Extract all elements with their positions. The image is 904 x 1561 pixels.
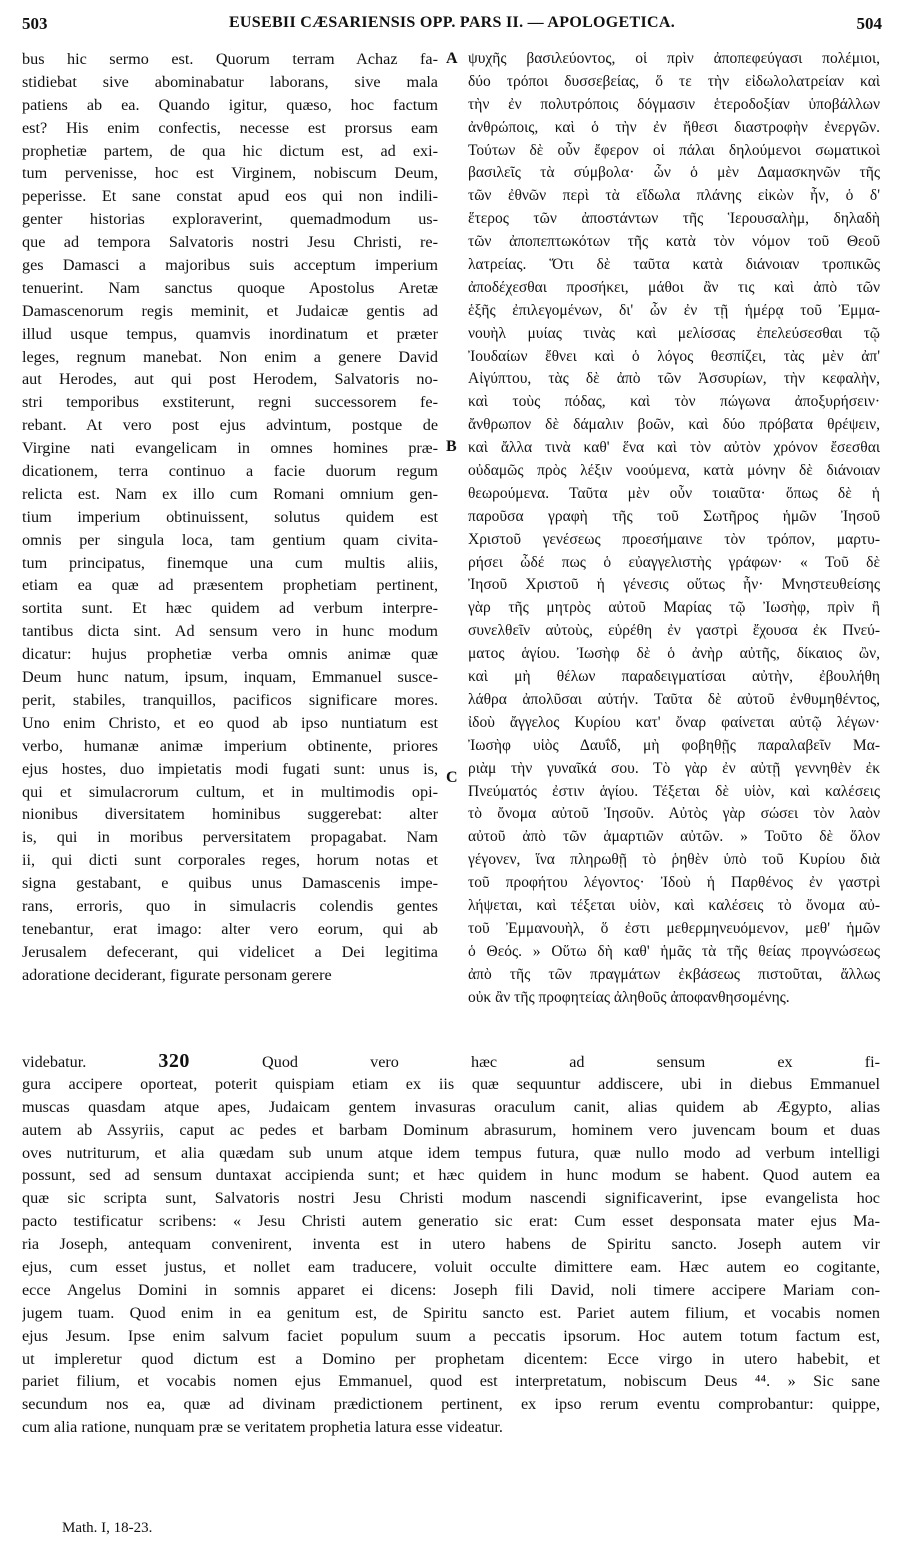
text-line: aut Herodes, aut qui post Herodem, Salvatoris no- — [22, 370, 438, 389]
text-line: θεωρούμενα. Ταῦτα μὲν οὖν τοιαῦτα· ὅπως δὲ ἡ — [468, 484, 880, 502]
text-line: λατρείας. Ὅτι δὲ ταῦτα κατὰ διάνοιαν τροπικῶς — [468, 256, 880, 274]
text-line: tenuerint. Nam sanctus quoque Apostolus Aretæ — [22, 278, 438, 297]
text-line: dicationem, terra continuo a facie duorum regum — [22, 462, 438, 481]
text-line: ὁ Θεός. » Οὕτω δὴ καθ' ἡμᾶς τὰ τῆς θείας προγνώσεως — [468, 942, 880, 960]
text-line: ges Damasci a majoribus suis acceptum imperium — [22, 256, 438, 275]
text-line: omnis per singula loca, tam gentium quam civita- — [22, 530, 438, 549]
text-line: que ad tempora Salvatoris nostri Jesu Christi, re- — [22, 233, 438, 252]
text-line: ejus hostes, duo impietatis modi fugati sunt: unus is, — [22, 759, 438, 778]
text-line: cum alia ratione, nunquam præ se veritatem prophetia latura esse videatur. — [22, 1418, 503, 1437]
text-line: δύο τρόποι δυσσεβείας, ὅ τε τὴν εἰδωλολατρείαν καὶ — [468, 72, 880, 90]
text-line — [22, 1050, 880, 1073]
text-line: ἀπὸ τῆς τῶν πραγμάτων ἐκβάσεως πιστοῦται, ἄλλως — [468, 965, 880, 983]
text-line: καὶ μὴ θέλων παραδειγματίσαι αὐτὴν, ἐβουλήθη — [468, 668, 880, 686]
text-line: secundum nos ea, quæ ad divinam prædictionem pertinent, ex ipso rerum eventu comprobantur: quippe, — [22, 1395, 880, 1414]
text-line: συνελθεῖν αὐτοὺς, εὑρέθη ἐν γαστρὶ ἔχουσα ἐκ Πνεύ- — [468, 622, 880, 640]
text-line: possunt, sed ad sensum duntaxat accipienda sunt; et hæc quidem in hunc modum se habent. Quod autem ea — [22, 1166, 880, 1185]
text-line: sortita sunt. Et hæc quidem ad verbum interpre- — [22, 599, 438, 618]
text-line: genter historias exploraverint, quemadmodum us- — [22, 210, 438, 229]
text-line: gura accipere oporteat, poterit quispiam etiam ex iis quæ sequuntur addiscere, ubi in diebus Emmanuel — [22, 1074, 880, 1093]
text-line: illud usque tempus, quamvis inordinatum et præter — [22, 324, 438, 343]
running-title: EUSEBII CÆSARIENSIS OPP. PARS II. — APOLOGETICA. — [228, 14, 676, 31]
text-line: καὶ τοὺς πόδας, καὶ τὸν πώγωνα ἀποξυρήσειν· — [468, 393, 880, 411]
text-line: signa gestabant, e quibus unus Damascenis impe- — [22, 874, 438, 893]
text-line: etiam ea quæ ad præsentem prophetiam pertinent, — [22, 576, 438, 595]
text-segment: videbatur. — [22, 1053, 87, 1071]
column-number: 320 — [158, 1050, 190, 1072]
text-line: tum principatus, finemque una cum multis aliis, — [22, 553, 438, 572]
text-line: ἀποδέχεσθαι προσήκει, μάθοι ἂν τις καὶ ἀπὸ τῶν — [468, 278, 880, 296]
text-line: νουὴλ μυίας τινὰς καὶ μελίσσας ἐπελεύσεσθαι τῷ — [468, 324, 880, 342]
text-line: καὶ ἄλλα τινὰ καθ' ἕνα καὶ τὸν αὐτὸν χρόνον ἔσεσθαι — [468, 439, 880, 457]
text-line: ριὰμ τὴν γυναῖκά σου. Τὸ γὰρ ἐν αὐτῇ γεννηθὲν ἐκ — [468, 759, 880, 777]
text-line: tium imperium obtinuissent, solutus quidem est — [22, 507, 438, 526]
text-line: is, qui in moribus perversitatem propagabat. Nam — [22, 828, 438, 847]
text-line: dicatur: hujus prophetiæ verba omnis animæ quæ — [22, 645, 438, 664]
text-line: βασιλεῖς τὰ σύμβολα· ὧν ὁ μὲν Δαμασκηνῶν τῆς — [468, 164, 880, 182]
text-line: adoratione deciderant, figurate personam gerere — [22, 965, 332, 984]
text-line: οὐδαμῶς πρὸς λέξιν νοούμενα, κατὰ μόνην δὲ διάνοιαν — [468, 462, 880, 480]
text-line: ψυχῆς βασιλεύοντος, οἱ πρὶν ἀποπεφεύγασι πολέμιοι, — [468, 50, 880, 67]
text-line: γέγονεν, ἵνα πληρωθῇ τὸ ῥηθὲν ὑπὸ τοῦ Κυρίου διὰ — [468, 851, 880, 869]
text-line: τῶν ἐθνῶν περὶ τὰ εἴδωλα πλάνης εἰκὼν ἦν, ὁ δ' — [468, 187, 880, 205]
text-line: Virgine nati evangelicam in omnes homines præ- — [22, 439, 438, 458]
text-line: pariet filium, et vocabis nomen ejus Emmanuel, quod est interpretatum, nobiscum Deus ⁴⁴. » Sic sane — [22, 1372, 880, 1391]
page-header — [22, 8, 882, 38]
text-line: Χριστοῦ γενέσεως προεσήμαινε τὸν τρόπον, μαρτυ- — [468, 530, 880, 548]
text-line: quæ sic scripta sunt, Salvatoris nostri Jesu Christi modum nascendi significaverint, ipse evangelista hoc — [22, 1189, 880, 1208]
text-line: perit, stabiles, tranquillos, pacificos significare mores. — [22, 690, 438, 709]
text-line: λήψεται, καὶ τέξεται υἱὸν, καὶ καλέσεις τὸ ὄνομα αὐ- — [468, 896, 880, 914]
text-line: tenebantur, erat imago: alter vero eorum, qui ab — [22, 919, 438, 938]
text-line: bus hic sermo est. Quorum terram Achaz fa- — [22, 50, 438, 68]
text-line: ἀνθρώποις, καὶ ὁ τὴν ἐν ἤθεσι διαστροφὴν ἐνεργῶν. — [468, 118, 880, 136]
text-line: ἄνθρωπον δὲ δάμαλιν βοῶν, καὶ δύο πρόβατα θρέψειν, — [468, 416, 880, 434]
text-line: ματος ἁγίου. Ἰωσὴφ δὲ ὁ ἀνὴρ αὐτῆς, δίκαιος ὢν, — [468, 645, 880, 663]
text-line: ut impleretur quod dictum est a Domino per prophetam dicentem: Ecce virgo in utero habebit, et — [22, 1349, 880, 1368]
text-line: Damascenorum regis meminit, et Judaicæ gentis ad — [22, 301, 438, 320]
text-line: Ἰουδαίων ἔθνει καὶ ὁ λόγος θεσπίζει, τὰς μὲν ἀπ' — [468, 347, 880, 365]
text-line: rebant. At vero post ejus advintum, postque de — [22, 416, 438, 435]
text-line: τὴν ἐν πολυτρόποις δόγμασιν ἑτεροδοξίαν ὑποβάλλων — [468, 95, 880, 113]
text-line: ejus Jesum. Ipse enim salvum faciet populum suum a peccatis ipsorum. Hoc autem totum factum est, — [22, 1326, 880, 1345]
text-line: relicta est. Nam ex illo cum Romani omnium gen- — [22, 484, 438, 503]
page-number-right: 504 — [856, 14, 882, 33]
text-line: muscas quasdam atque apes, Judaicam gentem invasuras oraculum canit, alias quidem ab Ægypto, alias — [22, 1097, 880, 1116]
page-number-left: 503 — [22, 14, 48, 33]
text-line: λάθρα ἀπολῦσαι αὐτήν. Ταῦτα δὲ αὐτοῦ ἐνθυμηθέντος, — [468, 690, 880, 708]
text-line: Πνεύματός ἐστιν ἁγίου. Τέξεται δὲ υἱὸν, καὶ καλέσεις — [468, 782, 880, 800]
text-line: stri temporibus exstiterunt, regni successorem fe- — [22, 393, 438, 412]
text-line: est? His enim confectis, necesse est prorsus eam — [22, 118, 438, 137]
text-line: oves nutriturum, et alia quædam sub unum atque idem tempus futura, quæ nullo modo ad verbum intelligi — [22, 1143, 880, 1162]
text-line: nionibus diversitatem hominibus suggerebat: alter — [22, 805, 438, 824]
text-line: tantibus dicta sint. Ad sensum vero in hunc modum — [22, 622, 438, 641]
greek-column — [468, 48, 880, 1009]
text-line: prophetiæ partem, de qua hic dictum est, ad exi- — [22, 141, 438, 160]
text-line: tum pervenisse, hoc est Virginem, nobiscum Deum, — [22, 164, 438, 183]
text-line: ii, qui dicti sunt corporales reges, horum notas et — [22, 851, 438, 870]
text-line: τοῦ Ἐμμανουὴλ, ὅ ἐστι μεθερμηνευόμενον, μεθ' ἡμῶν — [468, 919, 880, 937]
text-line: ἕτερος τῶν ἀποστάντων τῆς Ἱερουσαλὴμ, δηλαδὴ — [468, 210, 880, 228]
text-line: qui et simulacrorum cultum, et in multimodis opi- — [22, 782, 438, 801]
text-line: τοῦ προφήτου λέγοντος· Ἰδοὺ ἡ Παρθένος ἐν γαστρὶ — [468, 874, 880, 892]
text-line: stidiebat sive abominabatur laborans, sive mala — [22, 72, 438, 91]
text-line: autem ab Assyriis, caput ac pedes et barbam Dominum abrasurum, hominem vero juvencam boum et duas — [22, 1120, 880, 1139]
text-line: pacto testificatur scribens: « Jesu Christi autem generatio sic erat: Cum esset desponsata mater ejus Ma- — [22, 1212, 880, 1231]
text-line: ἰδοὺ ἄγγελος Κυρίου κατ' ὄναρ φαίνεται αὐτῷ λέγων· — [468, 713, 880, 731]
section-marker-a: A — [446, 50, 458, 67]
latin-column — [22, 48, 438, 987]
section-marker-b: B — [446, 438, 457, 455]
text-line: ἑξῆς ἐπιλεγομένων, δι' ὧν ἐν τῇ ἡμέρᾳ τοῦ Ἐμμα- — [468, 301, 880, 319]
text-line: verbo, humanæ animæ imperium obtinente, priores — [22, 736, 438, 755]
text-line: leges, regnum manebat. Non enim a genere David — [22, 347, 438, 366]
text-line: Ἰωσὴφ υἱὸς Δαυΐδ, μὴ φοβηθῇς παραλαβεῖν Μα- — [468, 736, 880, 754]
text-line: οὐκ ἂν τῆς προφητείας ἀληθοῦς ἀποφανθησομένης. — [468, 988, 790, 1006]
text-line: peperisse. Et sane constat apud eos qui non indili- — [22, 187, 438, 206]
text-line: ria Joseph, antequam convenirent, inventa est in utero habens de Spiritu sancto. Joseph autem vir — [22, 1235, 880, 1254]
text-line: Ἰησοῦ Χριστοῦ ἡ γένεσις οὕτως ἦν· Μνηστευθείσης — [468, 576, 880, 594]
text-line: Uno enim Christo, et eo quod ab ipso nuntiatum est — [22, 713, 438, 732]
text-line: παροῦσα γραφὴ τῆς τοῦ Σωτῆρος ἡμῶν Ἰησοῦ — [468, 507, 880, 525]
text-segment: Quod vero hæc ad sensum ex fi- — [262, 1053, 880, 1071]
text-line: patiens ab ea. Quando igitur, quæso, hoc factum — [22, 95, 438, 114]
section-marker-c: C — [446, 769, 458, 786]
text-line: τὸ ὄνομα αὐτοῦ Ἰησοῦν. Αὐτὸς γὰρ σώσει τὸν λαὸν — [468, 805, 880, 823]
text-line: jugem tuam. Quod enim in ea genitum est, de Spiritu sancto est. Pariet autem filium, et vocabis nomen — [22, 1303, 880, 1322]
footnote: Math. I, 18-23. — [62, 1520, 153, 1536]
text-line: Αἰγύπτου, τὰς δὲ ἀπὸ τῶν Ἀσσυρίων, τὴν κεφαλὴν, — [468, 370, 880, 388]
text-line: ρήσει ὧδέ πως ὁ εὐαγγελιστὴς γράφων· « Τοῦ δὲ — [468, 553, 880, 571]
text-line: ecce Angelus Domini in somnis apparet ei dicens: Joseph fili David, noli timere accipere Mariam con- — [22, 1280, 880, 1299]
text-line: τῶν ἀποπεπτωκότων τῆς κατὰ τὸν νόμον τοῦ Θεοῦ — [468, 233, 880, 251]
text-line: γὰρ τῆς μητρὸς αὐτοῦ Μαρίας τῷ Ἰωσὴφ, πρὶν ἢ — [468, 599, 880, 617]
text-line: αὐτοῦ ἀπὸ τῶν ἁμαρτιῶν αὐτῶν. » Τοῦτο δὲ ὅλον — [468, 828, 880, 846]
text-line: rans, erroris, quo in simulacris colendis gentes — [22, 896, 438, 915]
latin-continuation — [22, 1050, 880, 1439]
text-line: Jerusalem defecerant, qui videlicet a Dei legitima — [22, 942, 438, 961]
text-line: Deum hunc natum, ipsum, inquam, Emmanuel susce- — [22, 668, 438, 687]
text-line: Τούτων δὲ οὖν ἔφερον οἱ πάλαι δηλούμενοι σωματικοὶ — [468, 141, 880, 159]
text-line: ejus, cum esset justus, et nollet eam traducere, voluit occulte dimittere eam. Hæc autem eo cogitante, — [22, 1258, 880, 1277]
